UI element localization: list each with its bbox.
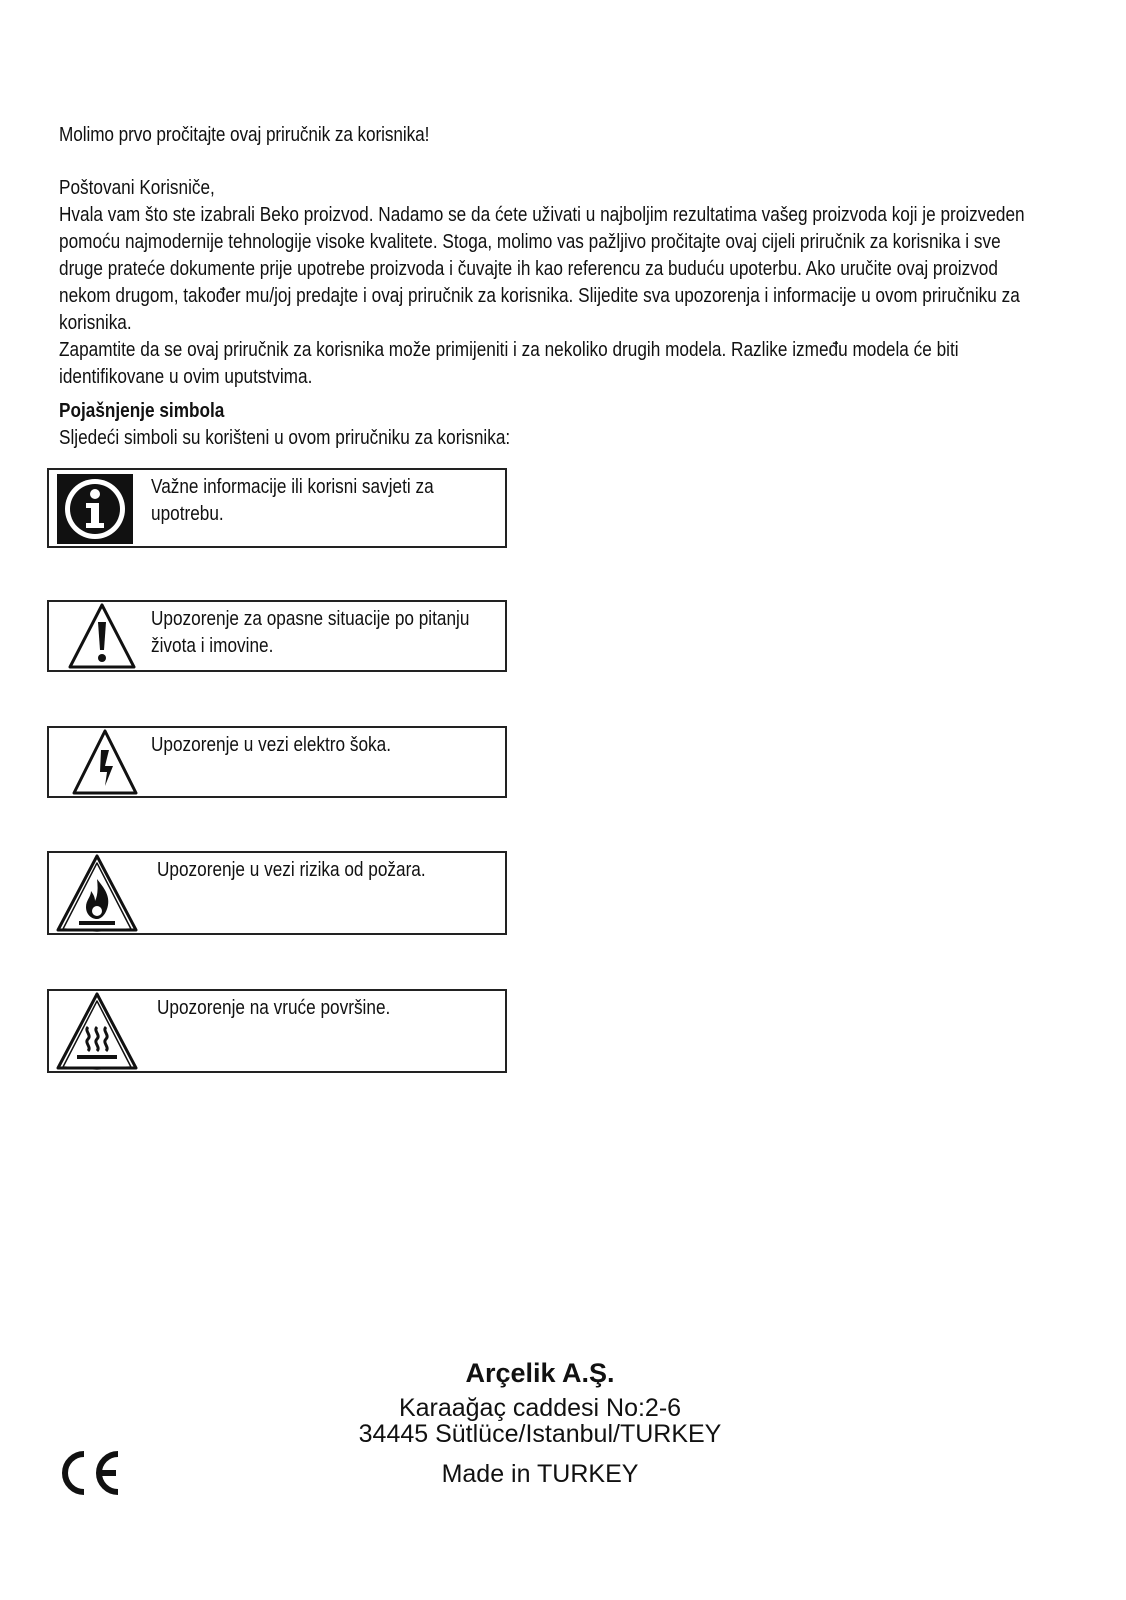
fire-hazard-icon [55, 853, 139, 938]
ce-mark-icon [56, 1448, 124, 1503]
intro-paragraph-2: Zapamtite da se ovaj priručnik za korisnika može primijeniti i za nekoliko drugih modela. Razlike između modela će biti identifikovane u ovim uputstvima. [59, 339, 959, 388]
symbols-title: Pojašnjenje simbola [59, 400, 225, 422]
symbols-intro: Sljedeći simboli su korišteni u ovom priručniku za korisnika: [59, 427, 511, 449]
info-icon [57, 474, 133, 549]
company-name: Arçelik A.Ş. [465, 1358, 615, 1388]
electric-shock-icon [71, 728, 139, 801]
hot-surface-icon [55, 991, 139, 1076]
symbol-box-hot-surface [47, 989, 507, 1073]
symbol-label-electric: Upozorenje u vezi elektro šoka. [151, 734, 391, 756]
address-line-1: Karaağaç caddesi No:2-6 [398, 1394, 682, 1422]
intro-paragraph-1: Hvala vam što ste izabrali Beko proizvod. Nadamo se da ćete uživati u najboljim rezultatima vašeg proizvoda koji je proizveden pomoću najmodernije tehnologije visoke kvalitete. Stoga, molimo vas pažljivo pročitajte ovaj cijeli priručnik za korisnika i sve druge prateće dokumente prije upotrebe proizvoda i čuvajte ih kao referencu za buduću upoterbu. Ako uručite ovaj proizvod nekom drugom, također mu/joj predajte i ovaj priručnik za korisnika. Slijedite sva upozorenja i informacije u ovom priručniku za korisnika. [59, 204, 1025, 334]
intro-text [59, 175, 1048, 391]
address-line-2: 34445 Sütlüce/Istanbul/TURKEY [358, 1420, 722, 1448]
symbol-label-warning: Upozorenje za opasne situacije po pitanju života i imovine. [151, 608, 470, 657]
page-heading: Molimo prvo pročitajte ovaj priručnik za korisnika! [59, 124, 430, 146]
symbol-label-info: Važne informacije ili korisni savjeti za upotrebu. [151, 476, 434, 525]
symbol-label-hot-surface: Upozorenje na vruće površine. [157, 997, 391, 1019]
warning-exclamation-icon [67, 602, 137, 675]
symbol-box-fire [47, 851, 507, 935]
symbol-label-fire: Upozorenje u vezi rizika od požara. [157, 859, 426, 881]
made-in-label: Made in TURKEY [441, 1460, 639, 1488]
symbol-box-electric [47, 726, 507, 798]
symbol-box-warning [47, 600, 507, 672]
salutation: Poštovani Korisniče, [59, 177, 215, 199]
symbol-box-info [47, 468, 507, 548]
